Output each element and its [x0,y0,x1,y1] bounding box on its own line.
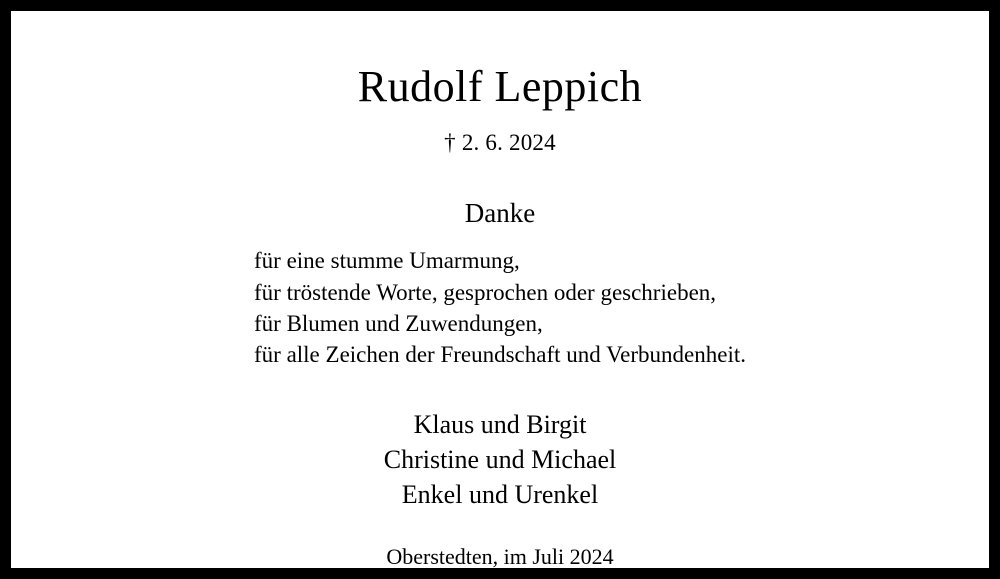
place-and-date: Oberstedten, im Juli 2024 [386,544,614,570]
family-line: Christine und Michael [383,445,617,475]
deceased-name: Rudolf Leppich [357,62,643,111]
family-names [384,408,617,512]
verse-line: für alle Zeichen der Freundschaft und Verbundenheit. [254,342,746,368]
thanks-verse [254,245,746,370]
family-line: Klaus und Birgit [413,410,587,440]
obituary-card [8,8,992,571]
family-line: Enkel und Urenkel [401,479,599,509]
verse-line: für Blumen und Zuwendungen, [254,310,543,336]
verse-line: für eine stumme Umarmung, [254,248,520,274]
verse-line: für tröstende Worte, gesprochen oder geschrieben, [254,279,717,305]
death-date: † 2. 6. 2024 [444,130,556,156]
thanks-heading: Danke [464,198,536,229]
